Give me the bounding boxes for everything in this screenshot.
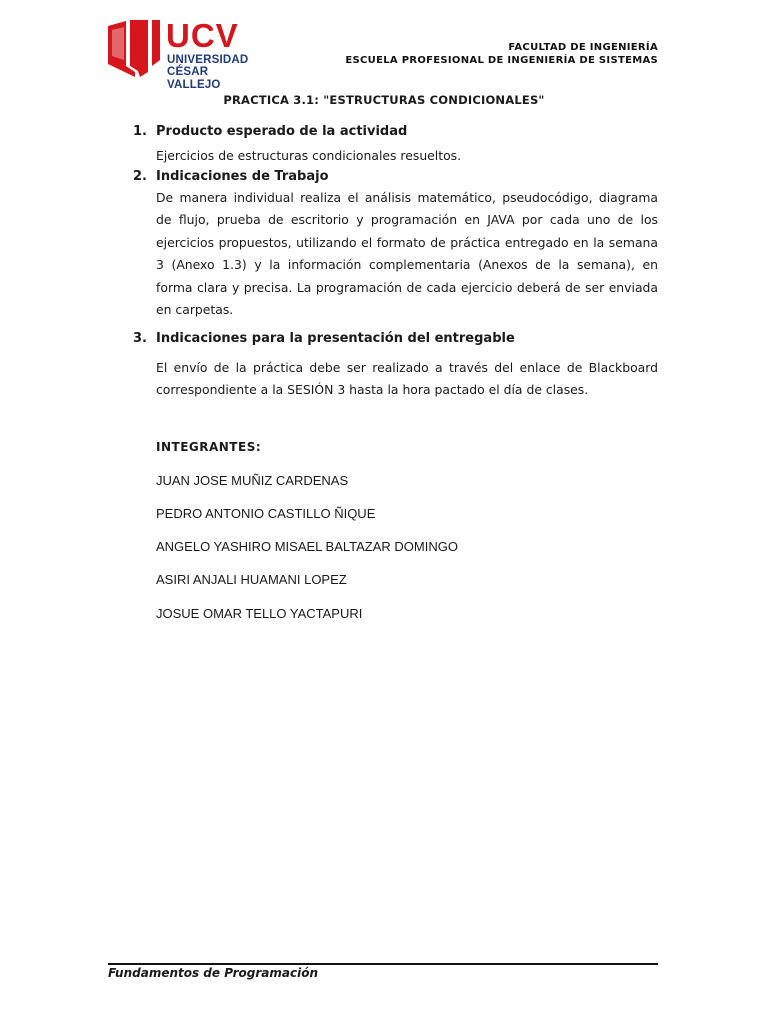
member-name: JUAN JOSE MUÑIZ CARDENAS	[156, 473, 349, 488]
section-title: Producto esperado de la actividad	[156, 124, 408, 139]
member-name: PEDRO ANTONIO CASTILLO ÑIQUE	[156, 506, 376, 521]
section-title: Indicaciones para la presentación del entregable	[156, 331, 515, 346]
footer-rule	[108, 963, 658, 965]
member-name: ANGELO YASHIRO MISAEL BALTAZAR DOMINGO	[156, 539, 458, 554]
member-name: ASIRI ANJALI HUAMANI LOPEZ	[156, 572, 347, 587]
section-number: 1.	[133, 124, 147, 139]
section-heading-1	[133, 124, 407, 139]
logo-line-universidad: UNIVERSIDAD	[167, 54, 249, 66]
faculty-heading: FACULTAD DE INGENIERÍA	[508, 42, 658, 53]
section-number: 2.	[133, 169, 147, 184]
member-name: JOSUE OMAR TELLO YACTAPURI	[156, 606, 363, 621]
university-logo	[108, 17, 249, 91]
school-heading: ESCUELA PROFESIONAL DE INGENIERÍA DE SISTEMAS	[345, 55, 658, 66]
footer-course-name: Fundamentos de Programación	[108, 966, 319, 980]
section-body-1: Ejercicios de estructuras condicionales resueltos.	[156, 148, 462, 163]
section-body-3: El envío de la práctica debe ser realizado a través del enlace de Blackboard correspondiente a la SESIÓN 3 hasta la hora pactado el día de clases.	[156, 360, 658, 398]
section-heading-3	[133, 331, 515, 346]
logo-wordmark: UCV	[166, 17, 239, 54]
members-heading: INTEGRANTES:	[156, 440, 262, 454]
section-number: 3.	[133, 331, 147, 346]
section-body-2: De manera individual realiza el análisis matemático, pseudocódigo, diagrama de flujo, prueba de escritorio y programación en JAVA por cada uno de los ejercicios propuestos, utilizando el formato de práctica entregado en la semana 3 (Anexo 1.3) y la información complementaria (Anexos de la semana), en forma clara y precisa. La programación de cada ejercicio deberá de ser enviada en carpetas.	[156, 190, 658, 318]
section-title: Indicaciones de Trabajo	[156, 169, 329, 184]
section-heading-2	[133, 169, 329, 184]
logo-line-cesar-vallejo: CÉSAR VALLEJO	[167, 66, 221, 91]
ucv-emblem-icon	[108, 20, 160, 78]
practice-title: PRACTICA 3.1: "ESTRUCTURAS CONDICIONALES"	[223, 93, 545, 107]
